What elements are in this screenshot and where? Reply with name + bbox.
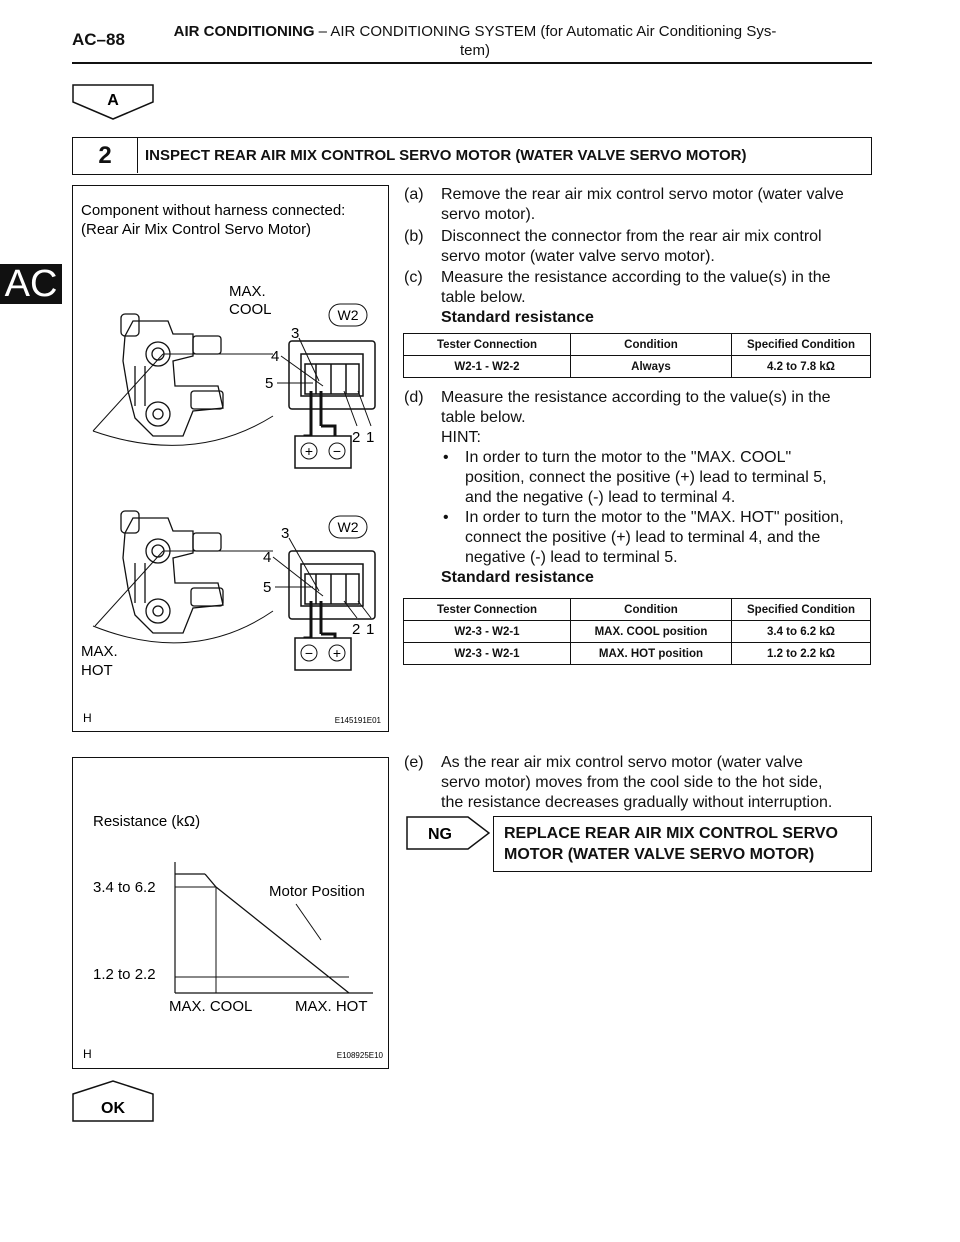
step-header [72,137,872,175]
marker-a-label: A [107,92,119,109]
resistance-table-1: Tester Connection Condition Specified Condition W2-1 - W2-2 Always 4.2 to 7.8 kΩ [403,333,871,378]
hint-bullet-2: • In order to turn the motor to the "MAX. HOT" position, connect the positive (+) lead to terminal 4, and the negative (-) lead to terminal 5. [443,509,844,566]
fig1-max-cool-1: MAX. [229,283,266,300]
fig1-pin2-lower: 2 [352,621,361,638]
servo-motor-cool-drawing [93,314,273,445]
marker-ng [406,816,490,850]
fig1-pin1-lower: 1 [366,621,375,638]
fig1-pin2-upper: 2 [352,429,361,446]
fig1-pin1-upper: 1 [366,429,375,446]
fig1-pin5-lower: 5 [263,579,272,596]
std-resistance-label-2: Standard resistance [441,569,594,586]
fig1-caption-2: (Rear Air Mix Control Servo Motor) [81,221,312,238]
section-name: AIR CONDITIONING [173,23,315,40]
hint-label: HINT: [441,429,481,446]
step-title: INSPECT REAR AIR MIX CONTROL SERVO MOTOR (WATER VALVE SERVO MOTOR) [145,147,747,164]
step-number: 2 [73,138,138,173]
fig2-h: H [83,1047,92,1061]
graph-low-label: 1.2 to 2.2 [93,966,156,983]
connector-upper-drawing [289,341,375,409]
marker-a [72,84,154,120]
marker-ng-label: NG [428,826,452,843]
fig1-max-cool-2: COOL [229,301,272,318]
hint-bullet-1: • In order to turn the motor to the "MAX. COOL" position, connect the positive (+) lead to terminal 5, and the negative (-) lead to terminal 4. [443,449,827,506]
fig1-id: E145191E01 [334,716,381,725]
step-b: (b) Disconnect the connector from the rear air mix control servo motor (water valve servo motor). [404,228,822,265]
title-rest: – AIR CONDITIONING SYSTEM (for Automatic Air Conditioning Sys- [314,23,777,40]
title-line2: tem) [460,42,490,59]
fig1-pin3-upper: 3 [291,325,300,342]
fig1-pin4-lower: 4 [263,549,272,566]
page-number: AC–88 [72,30,125,49]
graph-curve-label: Motor Position [269,883,365,900]
section-tab: AC [0,264,62,304]
graph-x-left: MAX. COOL [169,998,253,1015]
fig1-pin5-upper: 5 [265,375,274,392]
fig1-w2-lower: W2 [337,519,359,535]
resistance-table-2: Tester Connection Condition Specified Condition W2-3 - W2-1 MAX. COOL position 3.4 to 6.2 kΩ W2-3 - W2-1 MAX. HOT position 1.2 to 2.2 kΩ [403,598,871,665]
marker-ok [72,1080,154,1122]
step-c: (c) Measure the resistance according to the value(s) in the table below. Standard resistance [404,269,831,326]
fig1-h: H [83,711,92,725]
step-d: (d) Measure the resistance according to the value(s) in the table below. HINT: • In order to turn the motor to the "MAX. COOL" position, connect the positive (+) lead to terminal 5, and the negative (-) lead to terminal 4. • In order to turn the motor to the "MAX. HOT" position, connect the positive (+) lead to terminal 4, and the negative (-) lead to terminal 5. Standard resistance [404,388,874,588]
std-resistance-label-1: Standard resistance [441,309,594,326]
graph-ylabel: Resistance (kΩ) [93,813,201,830]
marker-ok-label: OK [101,1100,125,1117]
servo-motor-hot-drawing [93,511,273,643]
graph-high-label: 3.4 to 6.2 [93,879,156,896]
header-rule [72,62,872,64]
table-row: W2-3 - W2-1 MAX. HOT position 1.2 to 2.2 kΩ [404,643,871,665]
figure-connector [72,185,389,732]
step-a: (a) Remove the rear air mix control servo motor (water valve servo motor). [404,186,844,223]
step-e: (e) As the rear air mix control servo motor (water valve servo motor) moves from the cool side to the hot side, the resistance decreases gradually without interruption. [404,754,833,811]
fig1-plus-upper: + [304,443,314,459]
fig1-pin3-lower: 3 [281,525,290,542]
fig1-max-hot-1: MAX. [81,643,118,660]
fig1-pin4-upper: 4 [271,348,280,365]
fig2-id: E108925E10 [336,1051,383,1060]
table-row: W2-1 - W2-2 Always 4.2 to 7.8 kΩ [404,356,871,378]
graph-x-right: MAX. HOT [295,998,368,1015]
fig1-max-hot-2: HOT [81,662,113,679]
figure-resistance-graph [72,757,389,1069]
fig1-plus-lower: + [332,645,342,661]
ng-action-box: REPLACE REAR AIR MIX CONTROL SERVO MOTOR (WATER VALVE SERVO MOTOR) [493,816,872,872]
fig1-minus-upper: − [332,443,342,459]
page-title [150,22,800,60]
fig1-caption-1: Component without harness connected: [81,202,346,219]
fig1-minus-lower: − [304,645,314,661]
fig1-w2-upper: W2 [337,307,359,323]
table-row: W2-3 - W2-1 MAX. COOL position 3.4 to 6.2 kΩ [404,621,871,643]
